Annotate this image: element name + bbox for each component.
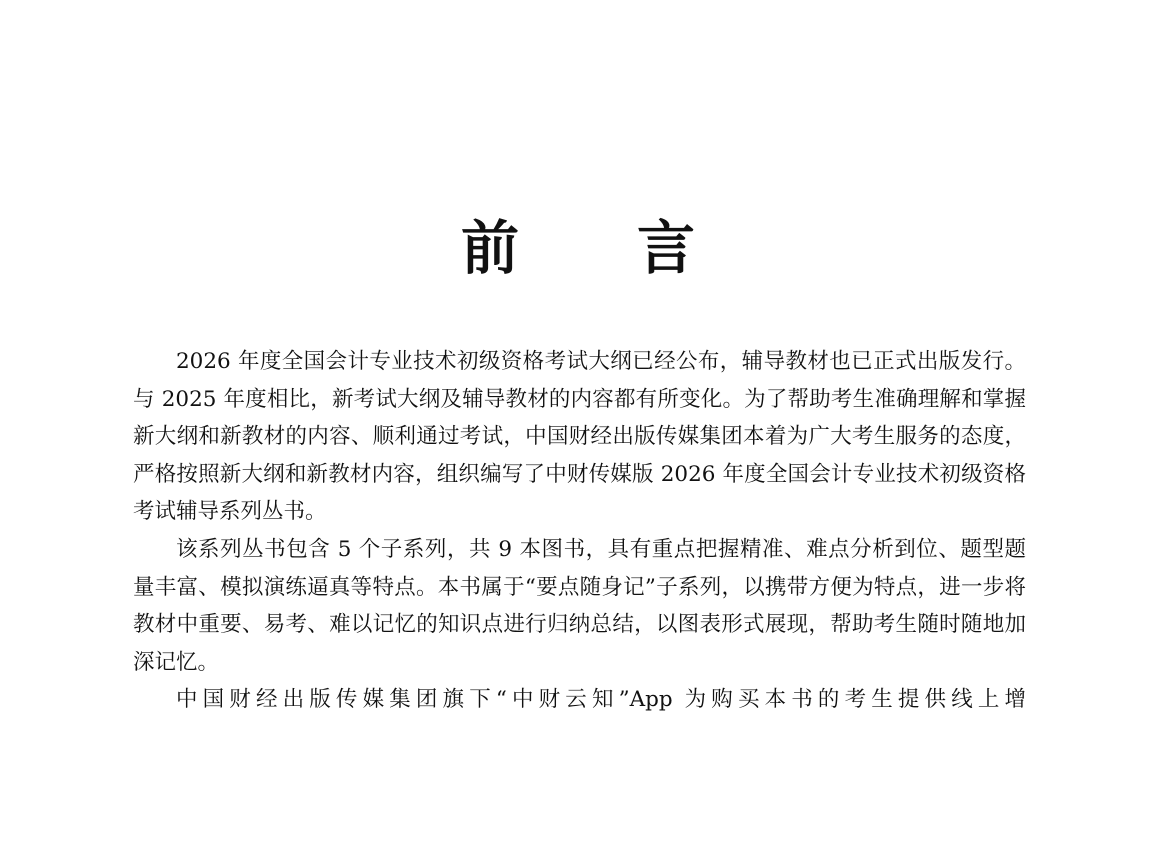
- paragraph-1: 2026 年度全国会计专业技术初级资格考试大纲已经公布，辅导教材也已正式出版发行。与 2025 年度相比，新考试大纲及辅导教材的内容都有所变化。为了帮助考生准确理解和掌握新大纲和新教材的内容、顺利通过考试，中国财经出版传媒集团本着为广大考生服务的态度，严格按照新大纲和新教材内容，组织编写了中财传媒版 2026 年度全国会计专业技术初级资格考试辅导系列丛书。: [133, 349, 1026, 525]
- title-char-left: 前: [460, 214, 519, 282]
- paragraph-3: 中国财经出版传媒集团旗下“中财云知”App 为购买本书的考生提供线上增: [176, 687, 1026, 713]
- paragraph-2: 该系列丛书包含 5 个子系列，共 9 本图书，具有重点把握精准、难点分析到位、题型题量丰富、模拟演练逼真等特点。本书属于“要点随身记”子系列，以携带方便为特点，进一步将教材中重要、易考、难以记忆的知识点进行归纳总结，以图表形式展现，帮助考生随时随地加深记忆。: [133, 536, 1026, 675]
- title-char-right: 言: [637, 214, 696, 282]
- preface-body: [133, 343, 1026, 719]
- page-title: [0, 212, 1156, 284]
